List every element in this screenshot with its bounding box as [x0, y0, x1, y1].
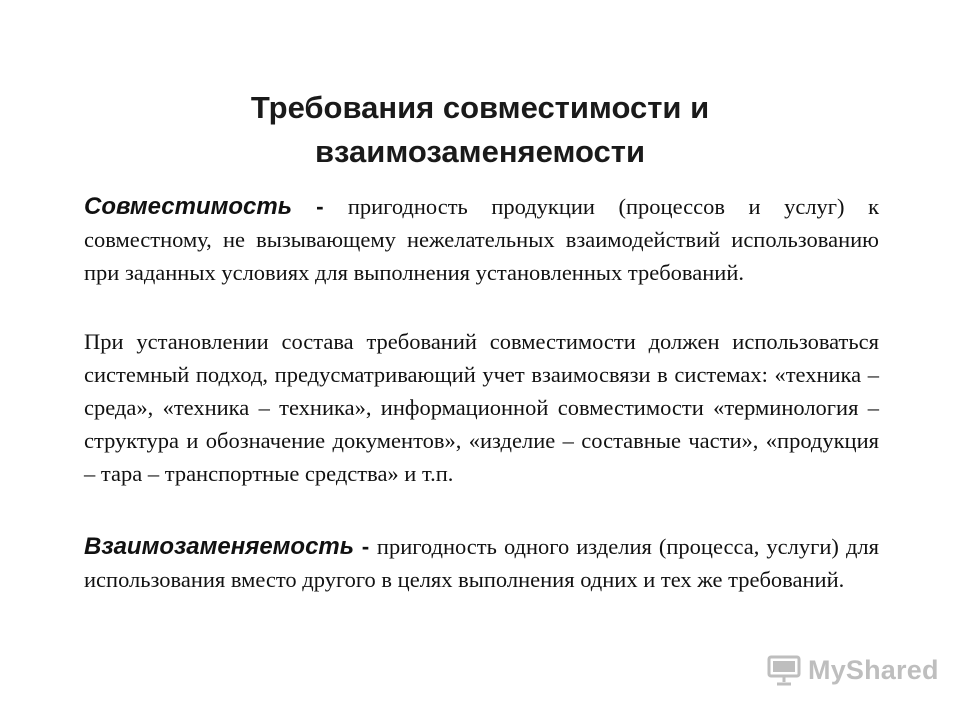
systems-approach-paragraph [84, 325, 879, 490]
watermark-text: MyShared [808, 654, 939, 685]
interchangeability-term: Взаимозаменяемость [84, 533, 355, 560]
compatibility-paragraph [84, 190, 879, 289]
interchangeability-separator: - [354, 534, 377, 559]
compatibility-term: Совместимость [84, 193, 292, 220]
slide-title-line-2: взаимозаменяемости [315, 134, 645, 169]
interchangeability-definition: пригодность одного изделия (процесса, услуги) для использования вместо другого в целях выполнения одних и тех же требований. [84, 534, 879, 592]
slide-title [80, 86, 880, 174]
watermark [766, 652, 939, 688]
interchangeability-paragraph [84, 530, 879, 596]
projector-screen-icon [766, 652, 802, 688]
slide-title-line-1: Требования совместимости и [250, 90, 710, 125]
systems-approach-text: При установлении состава требований совместимости должен использоваться системный подход, предусматривающий учет взаимосвязи в системах: «техника – среда», «техника – техника», информационной совместимости «терминология – структура и обозначение документов», «изделие – составные части», «продукция – тара – транспортные средства» и т.п. [84, 329, 879, 486]
compatibility-separator: - [291, 194, 348, 219]
compatibility-definition: пригодность продукции (процессов и услуг) к совместному, не вызывающему нежелательных взаимодействий использованию при заданных условиях для выполнения установленных требований. [84, 194, 879, 285]
